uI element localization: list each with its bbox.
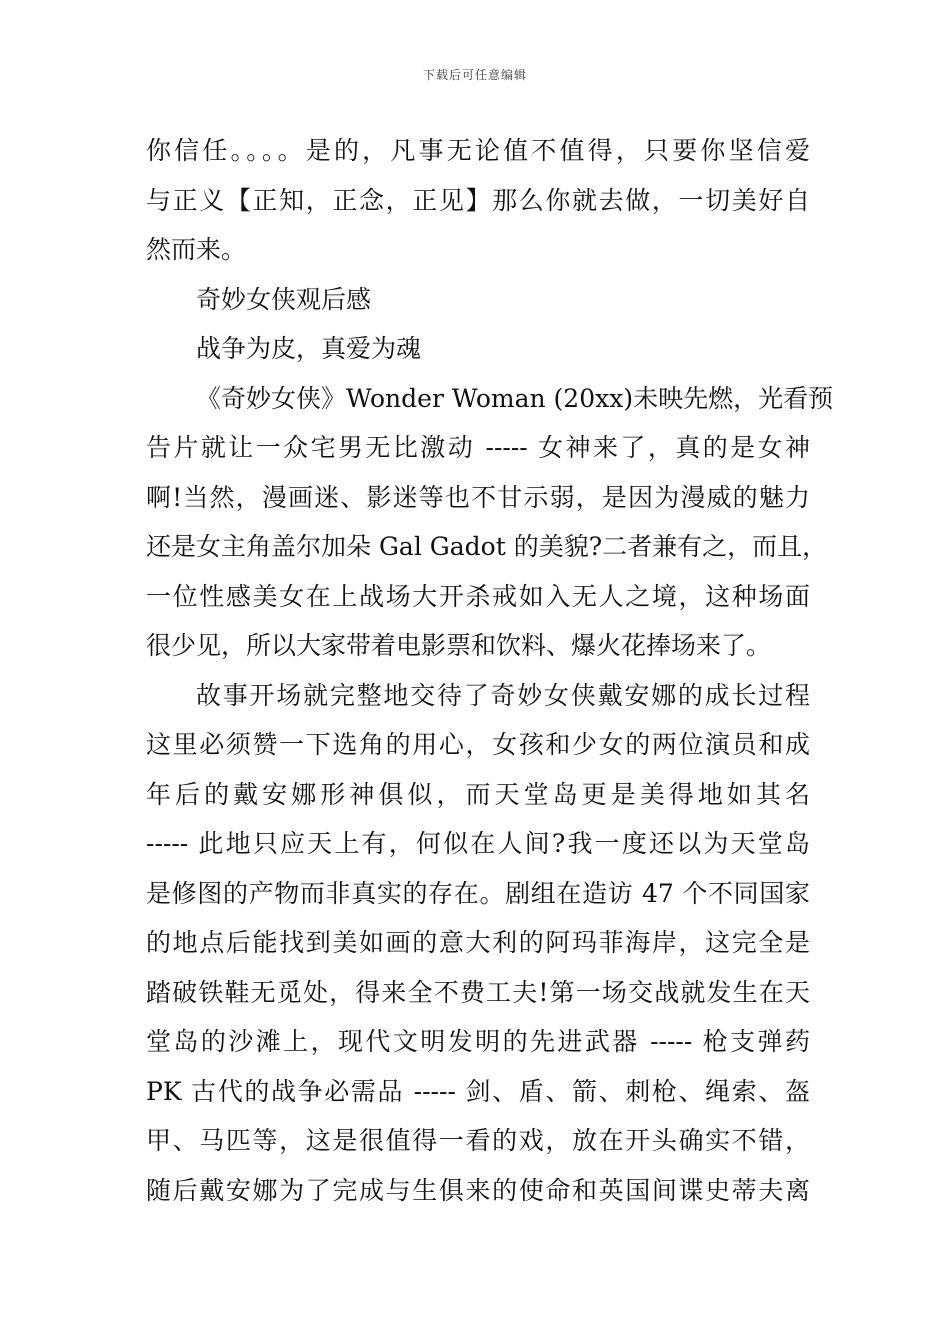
paragraph-end-line: 然而来。 [146, 235, 247, 264]
article-subtitle: 战争为皮，真爱为魂 [196, 334, 422, 363]
text-line: 《奇妙女侠》Wonder Woman (20xx)未映先燃，光看预 [196, 383, 834, 413]
text-line: 年后的戴安娜形神俱似，而天堂岛更是美得地如其名 [146, 779, 810, 809]
text-line: 你信任。。。。是的，凡事无论值不值得，只要你坚信爱 [146, 136, 810, 165]
page-header: 下载后可任意编辑 [422, 68, 527, 82]
text-line: 堂岛的沙滩上，现代文明发明的先进武器 ----- 枪支弹药 [146, 1027, 810, 1056]
text-line: PK 古代的战争必需品 ----- 剑、盾、箭、刺枪、绳索、盔 [146, 1076, 810, 1106]
text-line: 告片就让一众宅男无比激动 ----- 女神来了，真的是女神 [146, 433, 810, 462]
text-line: 踏破铁鞋无觅处，得来全不费工夫!第一场交战就发生在天 [146, 977, 810, 1007]
text-line: 故事开场就完整地交待了奇妙女侠戴安娜的成长过程 [196, 680, 810, 710]
text-line: 甲、马匹等，这是很值得一看的戏，放在开头确实不错， [146, 1126, 810, 1155]
text-line: 一位性感美女在上战场大开杀戒如入无人之境，这种场面 [146, 581, 810, 611]
article-title: 奇妙女侠观后感 [196, 284, 372, 314]
text-line: 是修图的产物而非真实的存在。剧组在造访 47 个不同国家 [146, 878, 810, 908]
text-line: 的地点后能找到美如画的意大利的阿玛菲海岸，这完全是 [146, 928, 810, 957]
text-line: 随后戴安娜为了完成与生俱来的使命和英国间谍史蒂夫离 [146, 1175, 810, 1205]
document-body [146, 126, 834, 1215]
text-line: 啊!当然，漫画迷、影迷等也不甘示弱，是因为漫威的魅力 [146, 482, 810, 512]
text-line: 这里必须赞一下选角的用心，女孩和少女的两位演员和成 [146, 730, 810, 759]
text-line: 与正义【正知，正念，正见】那么你就去做，一切美好自 [146, 185, 810, 215]
text-line: ----- 此地只应天上有，何似在人间?我一度还以为天堂岛 [146, 829, 810, 858]
paragraph-end-line: 很少见，所以大家带着电影票和饮料、爆火花捧场来了。 [146, 631, 772, 660]
text-line: 还是女主角盖尔加朵 Gal Gadot 的美貌?二者兼有之，而且， [146, 532, 828, 561]
